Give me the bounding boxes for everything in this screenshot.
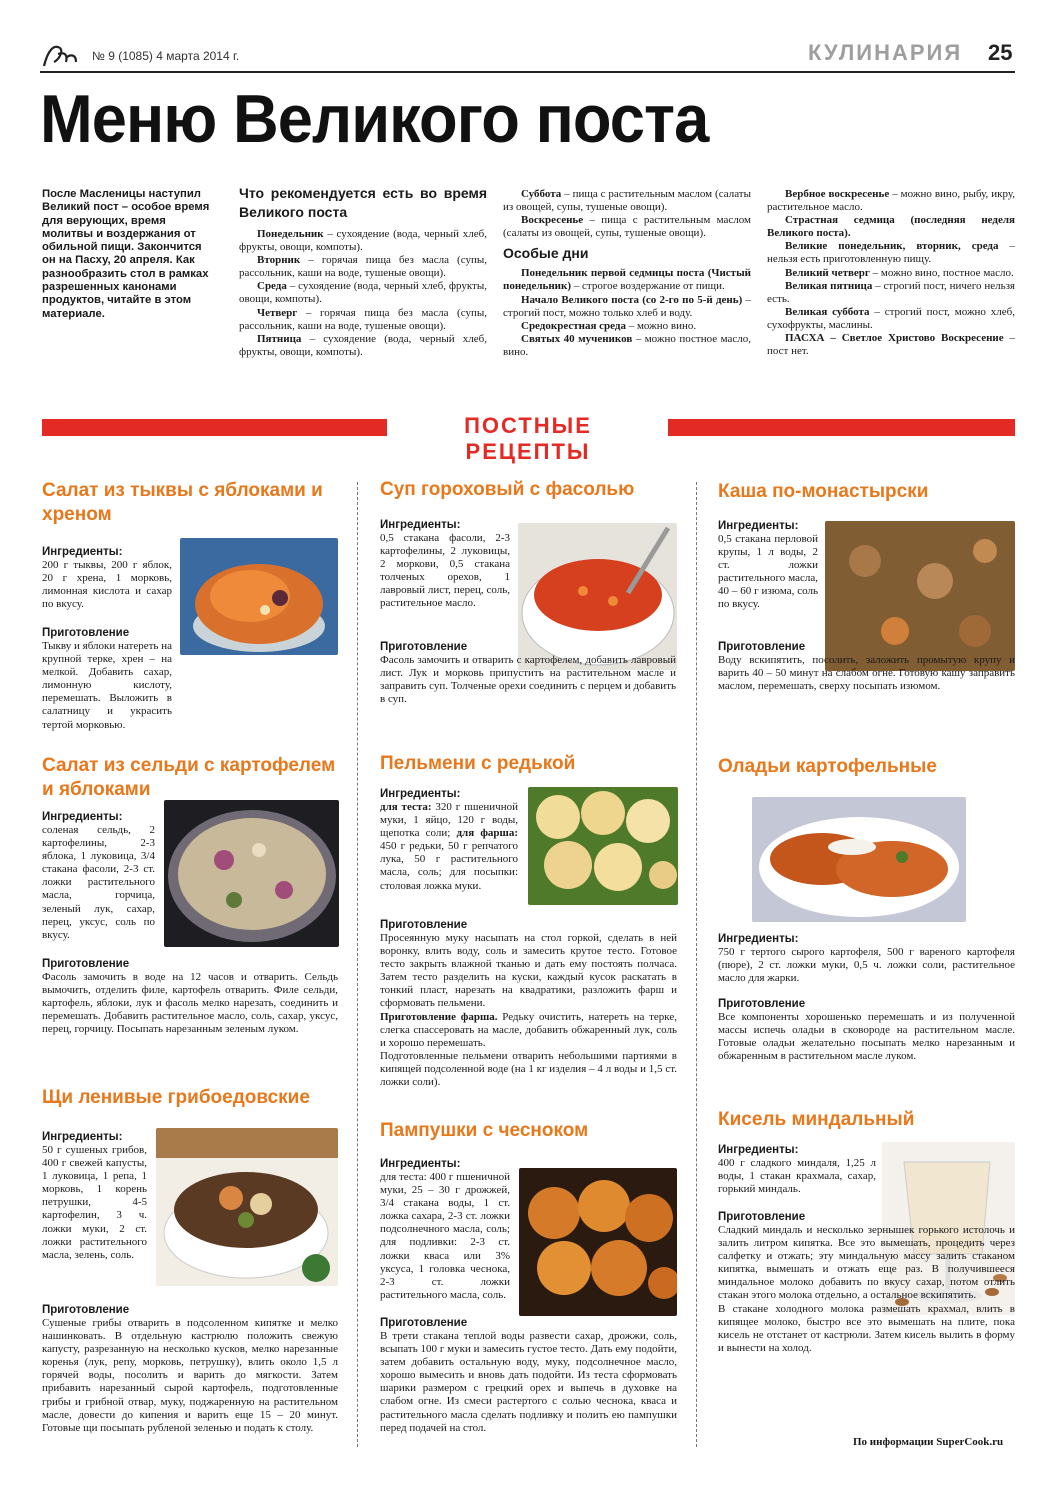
day-entry: Средокрестная среда – можно вино. — [521, 319, 697, 332]
preparation-label: Приготовление — [380, 919, 468, 931]
pelmeni-preparation: Просеянную муку насыпать на стол горкой, сделать в ней воронку, влить воду, соль и замесить крутое тесто. Готовое тесто закрыть влажной тканью и дать ему постоять полчаса. Затем тесто разделить на куски, каждый кусок раскатать в тонкий пласт, нарезать на квадратики, разложить фарш и сформовать пельмени. Приготовление фарша. Редьку очистить, натереть на терке, слегка спассеровать на масле, добавить обжаренный лук, соль и хорошо перемешать. Подготовленные пельмени отварить небольшими партиями в кипящей подсоленной воде (на 1 кг изделия – 4 л воды и 1,5 ст. ложки соли). — [380, 932, 677, 1089]
day-entry: Четверг – горячая пища без масла (супы, рассольник, каши на воде, тушеные овощи). — [239, 306, 487, 332]
preparation-label: Приготовление — [380, 1317, 468, 1329]
recipe-title-pelmeni: Пельмени с редькой — [380, 753, 576, 774]
day-entry: Вербное воскресенье – можно вино, рыбу, икру, растительное масло. — [767, 188, 1015, 214]
preparation-label: Приготовление — [718, 1211, 806, 1223]
special-heading: Особые дни — [503, 245, 589, 262]
herring-ingredients: соленая сельдь, 2 картофелины, 2-3 яблока, 1 луковица, 3/4 стакана фасоли, 2-3 ст. ложки растительного масла, горчица, зеленый лук, сахар, перец, уксус, соль по вкусу. — [42, 824, 155, 941]
day-entry: Вторник – горячая пища без масла (супы, рассольник, каши на воде, тушеные овощи). — [239, 254, 487, 280]
special-list-cont — [767, 188, 1015, 358]
peasoup-ingredients: 0,5 стакана фасоли, 2-3 картофелины, 2 луковицы, 2 моркови, 0,5 стакана толченых орехов, 1 лавровый лист, перец, соль, растительное масло. — [380, 532, 510, 610]
recipe-title-herring-salad: Салат из сельди с картофелем и яблоками — [42, 755, 336, 800]
recommend-list-cont — [503, 188, 751, 240]
oladyi-ingredients: 750 г тертого сырого картофеля, 500 г вареного картофеля (пюре), 2 ст. ложки муки, 0,5 ч. ложки соли, растительное масло для жарки. — [718, 946, 1015, 985]
pampushki-preparation: В трети стакана теплой воды развести сахар, дрожжи, соль, всыпать 100 г муки и замесить густое тесто. Дать ему подойти, затем добавить остальную воду, муку, подсолнечное масло, хорошо вымесить и вновь дать подойти. Из теста сформовать шарики размером с грецкий орех и выпечь в духовке на слабом огне. Из смеси растертого с солью чеснока, кваса и растительного масла сделать подливку и полить ею пампушки перед подачей на стол. — [380, 1330, 677, 1434]
day-entry: ПАСХА – Светлое Христово Воскресение – пост нет. — [767, 332, 1016, 358]
column-separator — [696, 482, 697, 1447]
ingredients-label: Ингредиенты: — [42, 546, 123, 558]
kisel-ingredients: 400 г сладкого миндаля, 1,25 л воды, 1 стакан крахмала, сахар, горький миндаль. — [718, 1157, 876, 1196]
band-left — [42, 419, 387, 436]
preparation-label: Приготовление — [718, 998, 806, 1010]
day-entry: Суббота – пища с растительным маслом (салаты из овощей, супы, тушеные овощи). — [503, 188, 751, 214]
shchi-ingredients: 50 г сушеных грибов, 400 г свежей капусты, 1 луковица, 1 репа, 1 морковь, 1 корень петрушки, 4-5 картофелин, 3 ч. ложки муки, 2 ст. ложки растительного масла, зелень, соль. — [42, 1144, 147, 1261]
ingredients-label: Ингредиенты: — [380, 788, 461, 800]
shchi-preparation: Сушеные грибы отварить в подсоленном кипятке и мелко нашинковать. В отдельную кастрюлю положить свежую капусту, разрезанную на несколько кусков, мелко нарезанные коренья (лук, репу, морковь, петрушку), влить около 1,5 л горячей воды, посолить и варить до мягкости. Затем прибавить нарезанный сырой картофель, подготовленные грибы и грибной отвар, муку, поджаренную на растительном масле, довести до кипения и варить еще 15 – 20 минут. Готовые щи посыпать рубленой зеленью и подать к столу. — [42, 1317, 338, 1434]
preparation-label: Приготовление — [42, 627, 130, 639]
recipes-band-title: ПОСТНЫЕ РЕЦЕПТЫ — [464, 413, 592, 464]
pelmeni-photo — [528, 787, 678, 905]
recommend-list — [239, 228, 487, 359]
day-entry: Великий четверг – можно вино, постное масло. — [785, 266, 1014, 279]
page-number: 25 — [988, 40, 1013, 65]
intro-lead: После Масленицы наступил Великий пост – особое время для верующих, время молитвы и воздержания от обильной пищи. Закончится он на Пасху, 20 апреля. Как разнообразить стол в рамках разрешенных канонами продуктов, читайте в этом материале. — [42, 188, 210, 320]
preparation-label: Приготовление — [42, 1304, 130, 1316]
preparation-label: Приготовление — [380, 641, 468, 653]
recipe-title-oladyi: Оладьи картофельные — [718, 756, 937, 777]
peasoup-preparation-text: Фасоль замочить и отварить с картофелем, добавить лавровый лист. Лук и морковь припустить на растительном масле и заправить суп. Толченые орехи соединить с перцем и добавить в суп. — [380, 654, 676, 706]
day-entry: Святых 40 мучеников – можно постное масло, вино. — [503, 332, 751, 358]
recommend-section — [239, 184, 487, 359]
herring-salad-photo — [164, 800, 339, 947]
special-list — [503, 267, 751, 359]
ingredients-label: Ингредиенты: — [380, 519, 461, 531]
ingredients-label: Ингредиенты: — [42, 811, 123, 823]
ingredients-label: Ингредиенты: — [380, 1158, 461, 1170]
peasoup-preparation — [380, 654, 676, 706]
pelmeni-ingredients: для теста: 320 г пшеничной муки, 1 яйцо, 120 г воды, щепотка соли; для фарша: 450 г редьки, 50 г репчатого лука, 50 г растительного масла, соль; для посыпки: столовая ложка муки. — [380, 801, 518, 892]
preparation-label: Приготовление — [718, 641, 806, 653]
kisel-preparation: Сладкий миндаль и несколько зернышек горького истолочь и залить литром кипятка. Все это вымешать, процедить через салфетку и отжать; эту миндальную массу залить стаканом кипятка, вымешать и отжать еще раз. В получившееся миндальное молоко добавить по вкусу сахар, потом отлить стакан этого молока отдельно, а остальное вскипятить. В стакане холодного молока размешать крахмал, влить в кипящее молоко, быстро все это вымешать на плите, пока кисель не отстанет от кастрюли. Затем кисель вылить в форму и вынести на холод. — [718, 1224, 1015, 1354]
column-separator — [357, 482, 358, 1447]
special-section-cont — [767, 188, 1015, 358]
oladyi-preparation: Все компоненты хорошенько перемешать и из полученной массы испечь оладьи в сковороде на растительном масле. Готовые оладьи желательно посыпать мелко нарезанным и обжаренным в растительном масле луком. — [718, 1011, 1015, 1063]
oladyi-photo — [752, 797, 966, 922]
day-entry: Понедельник – сухоядение (вода, черный хлеб, фрукты, овощи, компоты). — [239, 228, 487, 254]
ingredients-label: Ингредиенты: — [718, 933, 799, 945]
day-entry: Страстная седмица (последняя неделя Великого поста). — [767, 214, 1015, 240]
day-entry: Начало Великого поста (со 2-го по 5-й день) – строгий пост, можно только хлеб и воду. — [503, 293, 751, 319]
ingredients-label: Ингредиенты: — [42, 1131, 123, 1143]
kasha-photo — [825, 521, 1015, 671]
page-title: Меню Великого поста — [40, 81, 709, 157]
recipe-title-pumpkin-salad: Салат из тыквы с яблоками и хреном — [42, 480, 323, 525]
herring-preparation: Фасоль замочить в воде на 12 часов и отварить. Сельдь вымочить, отделить филе, картофель отварить. Филе сельди, картофель, яблоки, лук и фасоль мелко нарезать, соединить и перемешать. Добавить растительное масло, соль, сахар, уксус, перец, горчицу. Посыпать нарезанным зеленым луком. — [42, 971, 338, 1036]
pampushki-ingredients: для теста: 400 г пшеничной муки, 25 – 30 г дрожжей, 3/4 стакана воды, 1 ст. ложка сахара, 2-3 ст. ложки подсолнечного масла, соль; для подливки: 2-3 ст. ложки кваса или 3% уксуса, 1 головка чеснока, 2-3 ст. ложки растительного масла, соль. — [380, 1171, 510, 1301]
recipe-title-pampushki: Пампушки с чесноком — [380, 1120, 589, 1141]
band-right — [668, 419, 1015, 436]
pampushki-photo — [519, 1168, 677, 1316]
ingredients-label: Ингредиенты: — [718, 520, 799, 532]
header-rule — [40, 71, 1015, 73]
day-entry: Великая суббота – строгий пост, можно хлеб, сухофрукты, маслины. — [767, 305, 1015, 331]
day-entry: Великая пятница – строгий пост, ничего нельзя есть. — [767, 279, 1015, 305]
day-entry: Среда – сухоядение (вода, черный хлеб, фрукты, овощи, компоты). — [239, 280, 487, 306]
day-entry: Понедельник первой седмицы поста (Чистый понедельник) – строгое воздержание от пищи. — [503, 267, 751, 293]
kasha-ingredients: 0,5 стакана перловой крупы, 1 л воды, 2 ст. ложки растительного масла, 40 – 60 г изюма, соль по вкусу. — [718, 533, 818, 611]
pumpkin-ingredients: 200 г тыквы, 200 г яблок, 20 г хрена, 1 морковь, лимонная кислота и сахар по вкусу. — [42, 559, 172, 611]
pumpkin-preparation — [42, 640, 338, 732]
pea-soup-photo — [518, 523, 677, 670]
special-section — [503, 188, 751, 359]
issue-info: № 9 (1085) 4 марта 2014 г. — [92, 49, 240, 63]
day-entry: Пятница – сухоядение (вода, черный хлеб, фрукты, овощи, компоты). — [239, 332, 487, 358]
pumpkin-salad-photo — [180, 538, 338, 655]
recipe-title-kisel: Кисель миндальный — [718, 1109, 915, 1130]
ingredients-label: Ингредиенты: — [718, 1144, 799, 1156]
pumpkin-preparation-text: Тыкву и яблоки натереть на крупной терке, хрен – на мелкой. Добавить сахар, лимонную кислоту, перемешать. Выложить в салатницу и украсить тертой морковью. — [42, 640, 172, 731]
source-credit: По информации SuperCook.ru — [853, 1436, 1004, 1448]
recipe-title-kasha: Каша по-монастырски — [718, 481, 929, 502]
newspaper-logo — [40, 40, 80, 70]
preparation-label: Приготовление — [42, 958, 130, 970]
recipe-title-shchi: Щи ленивые грибоедовские — [42, 1087, 310, 1108]
kasha-preparation: Воду вскипятить, посолить, заложить промытую крупу и варить 40 – 50 минут на слабом огне. Готовую кашу заправить маслом, перемешать, сверху посыпать изюмом. — [718, 654, 1015, 693]
day-entry: Великие понедельник, вторник, среда – нельзя есть приготовленную пищу. — [767, 240, 1015, 266]
section-name: КУЛИНАРИЯ — [808, 40, 963, 65]
recommend-heading: Что рекомендуется есть во время Великого поста — [239, 185, 487, 220]
recipe-title-pea-soup: Суп гороховый с фасолью — [380, 479, 635, 500]
day-entry: Воскресенье – пища с растительным маслом (салаты из овощей, супы, тушеные овощи). — [503, 214, 751, 240]
shchi-photo — [156, 1128, 338, 1286]
